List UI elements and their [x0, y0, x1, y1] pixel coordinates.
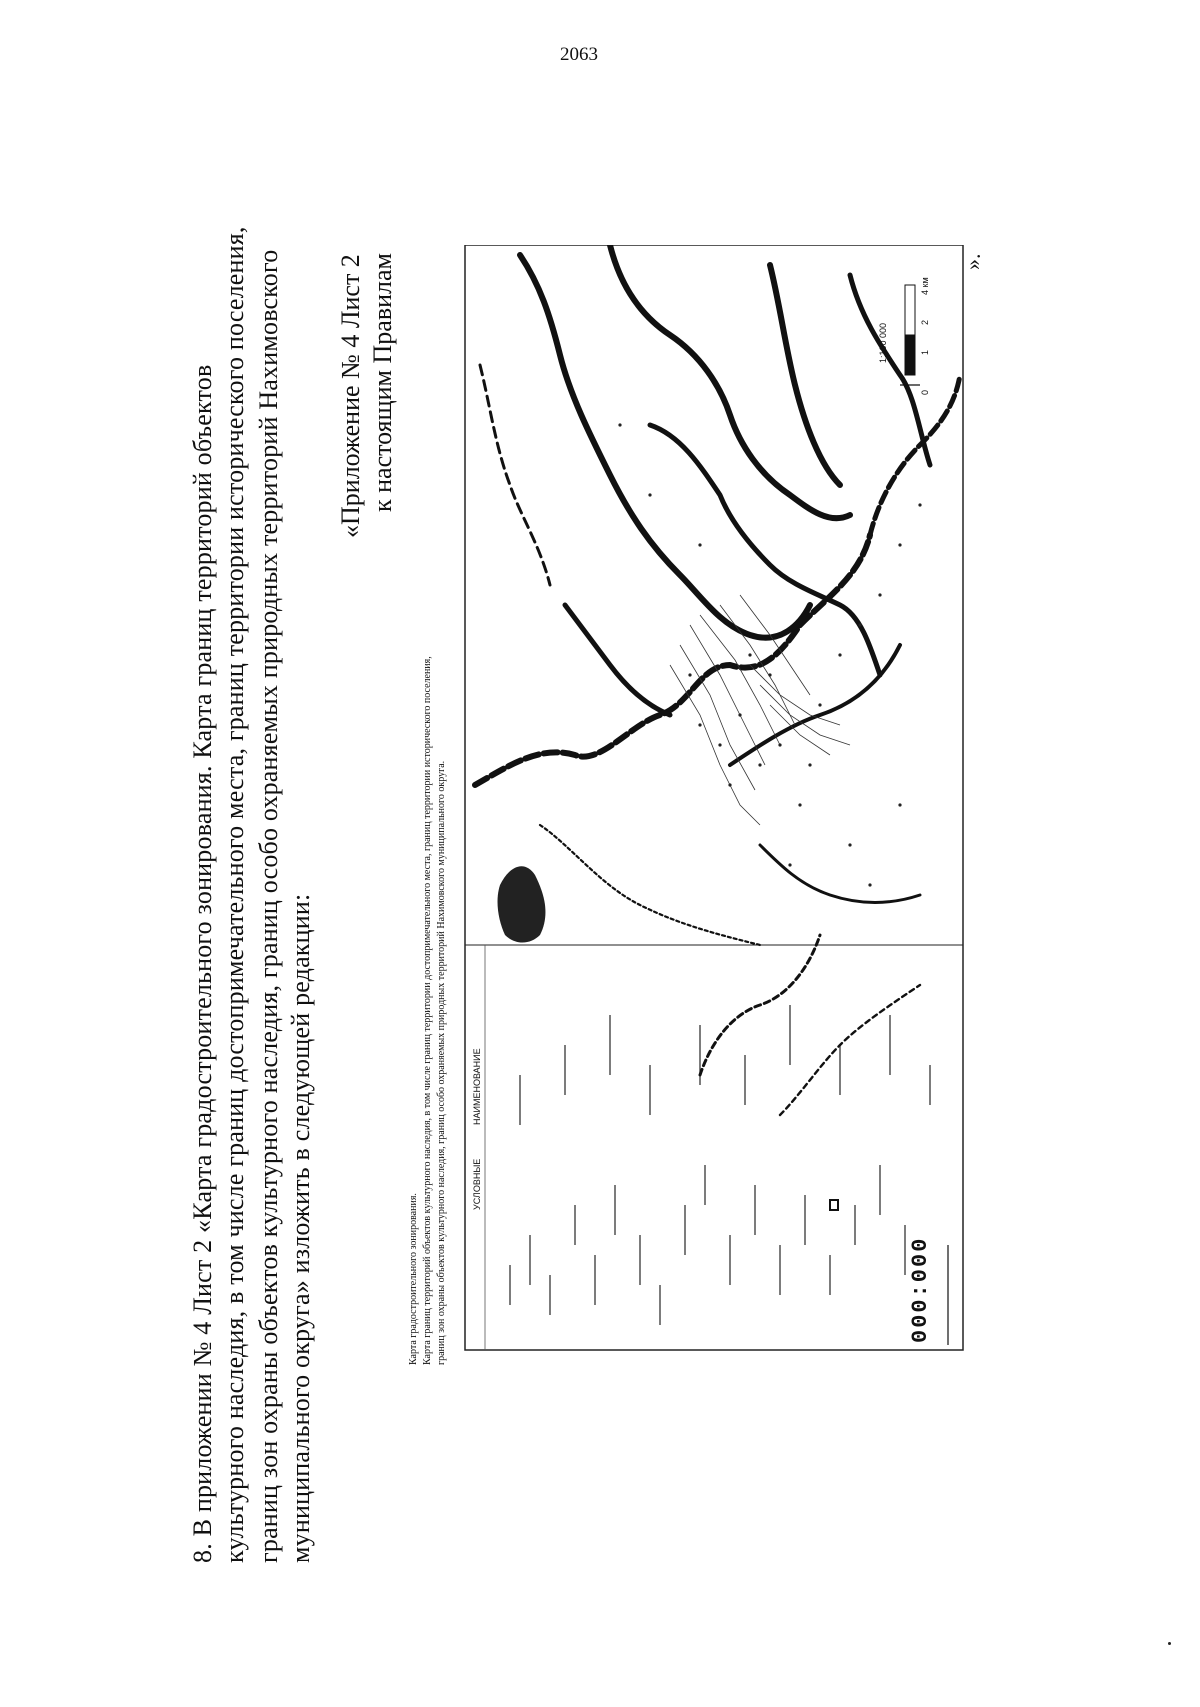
map-frame [465, 245, 963, 1350]
paragraph-line-1: 8. В приложении № 4 Лист 2 «Карта градостроительного зонирования. Карта границ территорий объектов [188, 364, 217, 1563]
paragraph-line-3: границ зон охраны объектов культурного наследия, границ особо охраняемых природных территорий Нахимовского [254, 249, 283, 1563]
paragraph-line-4: муниципального округа» изложить в следующей редакции: [286, 893, 315, 1563]
boundary-lines [475, 245, 960, 1115]
scale-text: 1:100 000 [878, 322, 888, 363]
page-number: 2063 [560, 44, 598, 65]
island-shape [498, 866, 546, 942]
legend-entries [510, 1005, 930, 1325]
scale-tick-1: 1 [920, 349, 930, 355]
stamp-box [830, 1200, 838, 1210]
scale-bar [900, 285, 920, 385]
legend-header-names: НАИМЕНОВАНИЕ [472, 1048, 482, 1125]
map-figure [400, 245, 965, 1370]
scale-tick-3: 4 км [920, 277, 930, 295]
appendix-label-line-2: к настоящим Правилам [368, 253, 397, 512]
paragraph-line-2: культурного наследия, в том числе границ достопримечательного места, границ территории исторического поселения, [220, 226, 249, 1563]
scale-tick-0: 0 [920, 389, 930, 395]
stamp-text: 000:000 [908, 1236, 933, 1343]
map-header-line-2: Карта границ территорий объектов культурного наследия, в том числе границ территории достопримечательного места, границ территории исторического поселения, [422, 656, 433, 1365]
closing-quote: ». [960, 253, 985, 270]
appendix-label-line-1: «Приложение № 4 Лист 2 [336, 254, 365, 538]
map-header-line-3: границ зон охраны объектов культурного наследия, границ особо охраняемых природных территорий Нахимовского муниципального округа. [436, 760, 447, 1365]
urban-area [670, 595, 850, 825]
map-drawing [400, 245, 965, 1370]
legend-header-symbols: УСЛОВНЫЕ [472, 1158, 482, 1210]
map-header-line-1: Карта градостроительного зонирования. [408, 1193, 419, 1365]
scale-tick-2: 2 [920, 319, 930, 325]
scan-dot [1168, 1642, 1171, 1645]
map-label-dots [618, 423, 921, 886]
